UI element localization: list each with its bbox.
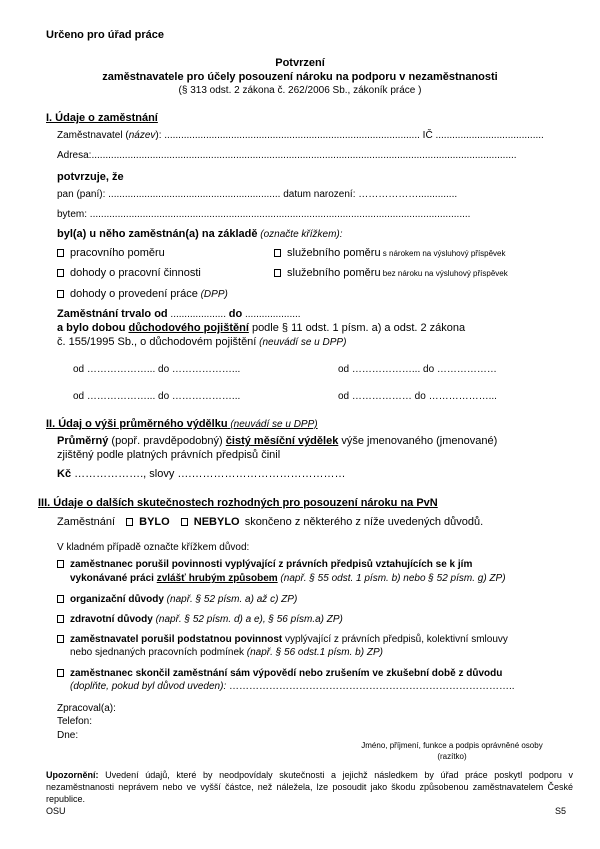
checkbox-icon[interactable] bbox=[57, 560, 64, 568]
period-4: od ……………… do ………………... bbox=[338, 391, 497, 402]
doc-legal-ref: (§ 313 odst. 2 zákona č. 262/2006 Sb., zákoník práce ) bbox=[178, 85, 422, 96]
checkbox-icon[interactable] bbox=[57, 249, 64, 257]
employment-ended-line: Zaměstnání BYLO NEBYLO skončeno z některého z níže uvedených důvodů. bbox=[57, 516, 484, 528]
doc-title: Potvrzení bbox=[275, 57, 325, 69]
checkbox-icon[interactable] bbox=[274, 249, 281, 257]
period-3: od ………………... do ………………... bbox=[73, 391, 241, 402]
office-note: Určeno pro úřad práce bbox=[46, 29, 164, 41]
footer-code-right: S5 bbox=[555, 806, 567, 816]
checkbox-icon[interactable] bbox=[181, 518, 188, 526]
section-1-heading: I. Údaje o zaměstnání bbox=[46, 112, 158, 124]
reason-3[interactable]: zdravotní důvody (např. § 52 písm. d) a e), § 56 písm.a) ZP) bbox=[57, 614, 343, 625]
income-line-1: Průměrný (popř. pravděpodobný) čistý měsíční výdělek výše jmenovaného (jmenované) bbox=[57, 435, 498, 447]
warning-note: Upozornění: Uvedení údajů, které by neodpovídaly skutečnosti a jejichž následkem by úřad práce poskytl podporu v nezaměstnanosti neprávem nebo ve vyšší částce, než náležela, lze posoudit jako škodu způsobenou zaměstnavatelem České republice. bbox=[46, 770, 573, 804]
pension-line-2: č. 155/1995 Sb., o důchodovém pojištění (neuvádí se u DPP) bbox=[57, 336, 347, 348]
section-2-heading: II. Údaj o výši průměrného výdělku (neuvádí se u DPP) bbox=[46, 418, 318, 430]
checkbox-icon[interactable] bbox=[57, 635, 64, 643]
checkbox-icon[interactable] bbox=[57, 615, 64, 623]
doc-subtitle: zaměstnavatele pro účely posouzení nároku na podporu v nezaměstnanosti bbox=[102, 71, 498, 83]
reason-1-cont: vykonávané práci zvlášť hrubým způsobem (např. § 55 odst. 1 písm. b) nebo § 52 písm. g) ZP) bbox=[70, 573, 506, 584]
income-amount: Kč ………………., slovy ….…………………………………… bbox=[57, 468, 346, 480]
person-line: pan (paní): .............................................................. datum narození: ……………….............. bbox=[57, 189, 458, 200]
option-work-performance-agreement[interactable]: dohody o provedení práce (DPP) bbox=[57, 288, 228, 300]
employer-line: Zaměstnavatel (název): ............................................................................................ IČ ....................................... bbox=[57, 130, 544, 141]
phone-label: Telefon: bbox=[57, 716, 93, 727]
reason-instruction: V kladném případě označte křížkem důvod: bbox=[57, 542, 250, 553]
checkbox-icon[interactable] bbox=[57, 269, 64, 277]
reason-5-cont: (doplňte, pokud byl důvod uveden): ………………………………………………………………………….. bbox=[70, 681, 515, 692]
footer-code-left: OSU bbox=[46, 806, 66, 816]
reason-4-cont: nebo sjednaných pracovních podmínek (např. § 56 odst.1 písm. b) ZP) bbox=[70, 647, 383, 658]
pension-line-1: a bylo dobou důchodového pojištění podle § 11 odst. 1 písm. a) a odst. 2 zákona bbox=[57, 322, 466, 334]
prepared-by-label: Zpracoval(a): bbox=[57, 703, 116, 714]
checkbox-icon[interactable] bbox=[57, 669, 64, 677]
stamp-caption: (razítko) bbox=[437, 752, 467, 761]
checkbox-icon[interactable] bbox=[126, 518, 133, 526]
signature-caption: Jméno, příjmení, funkce a podpis oprávněné osoby bbox=[361, 741, 543, 750]
section-3-heading: III. Údaje o dalších skutečnostech rozhodných pro posouzení nároku na PvN bbox=[38, 497, 438, 509]
reason-1[interactable]: zaměstnanec porušil povinnosti vyplývající z právních předpisů vztahujících se k jím bbox=[57, 559, 472, 570]
period-2: od ………………... do ……………… bbox=[338, 364, 497, 375]
option-work-activity-agreement[interactable]: dohody o pracovní činnosti bbox=[57, 267, 201, 279]
checkbox-icon[interactable] bbox=[274, 269, 281, 277]
checkbox-icon[interactable] bbox=[57, 290, 64, 298]
option-service-without-pension[interactable]: služebního poměru bez nároku na výsluhový příspěvek bbox=[274, 267, 508, 279]
option-service-with-pension[interactable]: služebního poměru s nárokem na výsluhový příspěvek bbox=[274, 247, 506, 259]
address-line: Adresa:......................................................................................................................................................... bbox=[57, 150, 517, 161]
reason-4[interactable]: zaměstnavatel porušil podstatnou povinnost vyplývající z právních předpisů, kolektivní smlouvy bbox=[57, 634, 508, 645]
reason-5[interactable]: zaměstnanec skončil zaměstnání sám výpovědí nebo zrušením ve zkušební době z důvodu bbox=[57, 668, 502, 679]
option-employment-relationship[interactable]: pracovního poměru bbox=[57, 247, 165, 259]
employment-duration: Zaměstnání trvalo od .................... do .................... bbox=[57, 308, 301, 320]
employment-basis-label: byl(a) u něho zaměstnán(a) na základě (označte křížkem): bbox=[57, 228, 343, 240]
date-label: Dne: bbox=[57, 730, 79, 741]
reason-2[interactable]: organizační důvody (např. § 52 písm. a) až c) ZP) bbox=[57, 594, 297, 605]
checkbox-icon[interactable] bbox=[57, 595, 64, 603]
income-line-2: zjištěný podle platných právních předpisů činil bbox=[57, 449, 281, 461]
period-1: od ………………... do ………………... bbox=[73, 364, 241, 375]
residence-line: bytem: ......................................................................................................................................... bbox=[57, 209, 471, 220]
confirms-label: potvrzuje, že bbox=[57, 171, 124, 183]
